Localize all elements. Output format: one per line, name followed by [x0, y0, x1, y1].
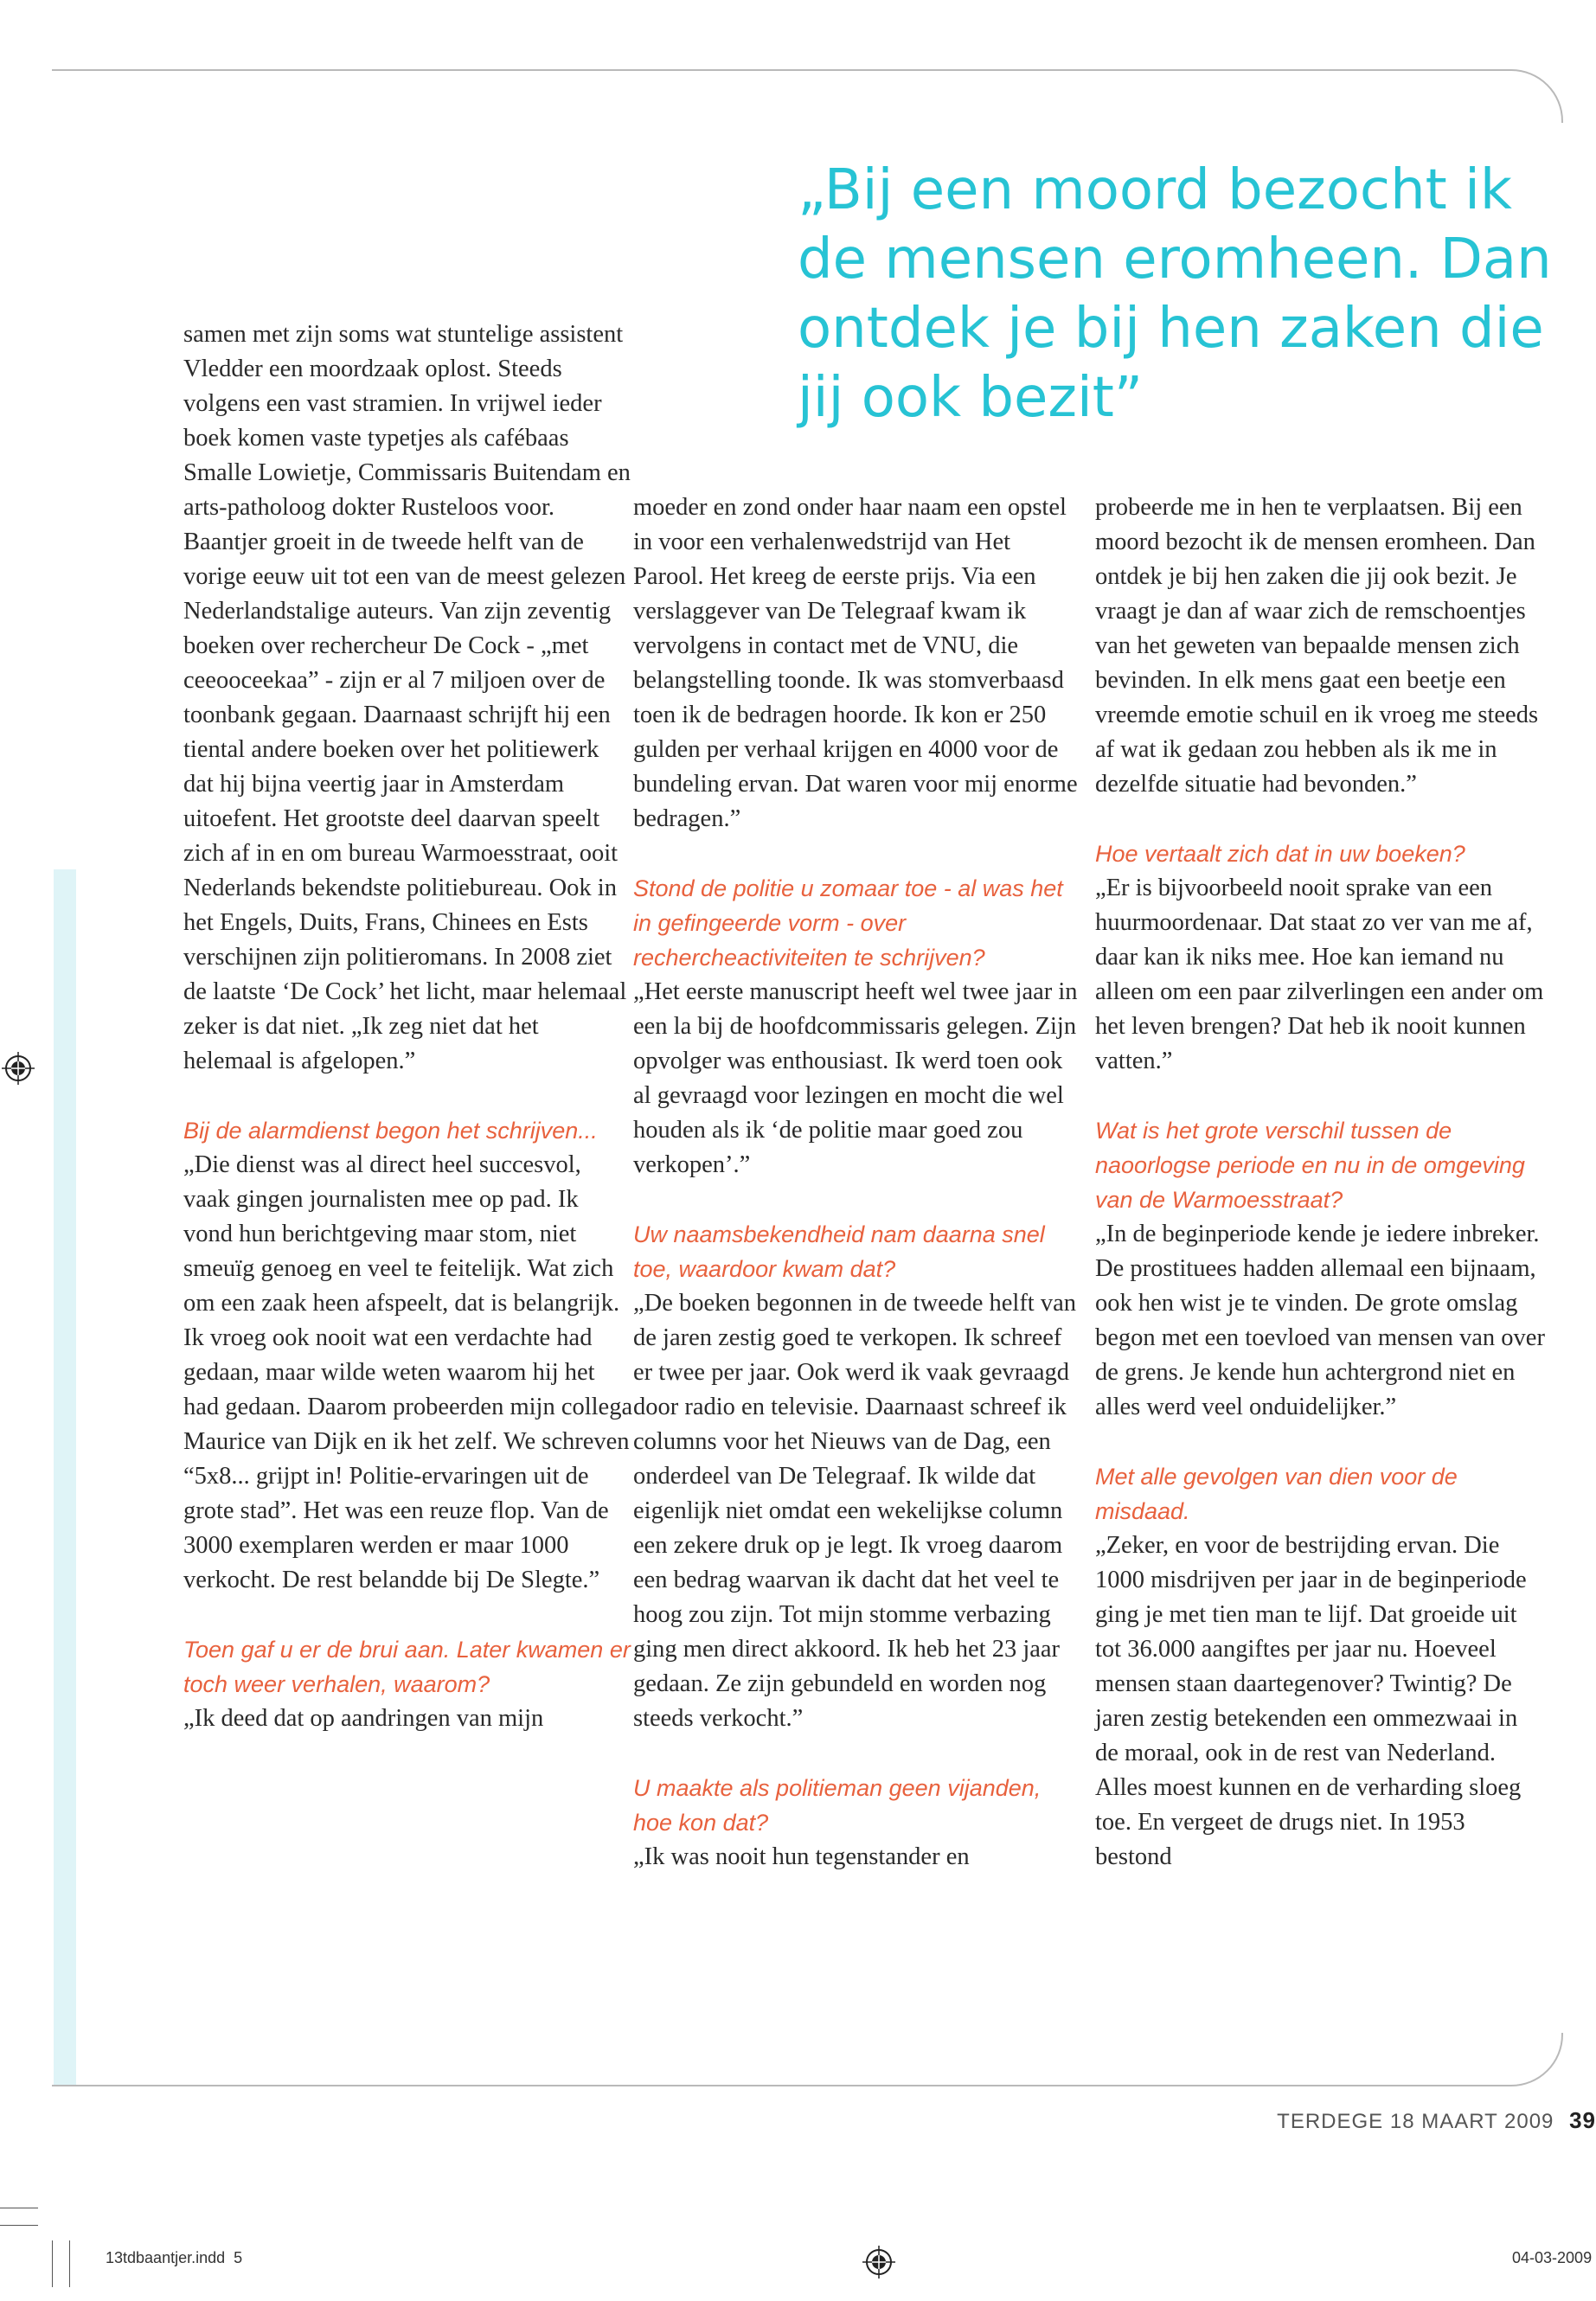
- interview-question: Met alle gevolgen van dien voor de misdaad.: [1095, 1464, 1458, 1524]
- body-paragraph: „In de beginperiode kende je iedere inbreker. De prostituees hadden allemaal een bijnaam, ook hen wist je te vinden. De grote omslag begon met een toevloed van mensen van over de grens. Je kende hun achtergrond niet en alles werd veel onduidelijker.”: [1095, 1221, 1545, 1420]
- magazine-name: TERDEGE: [1277, 2110, 1384, 2133]
- interview-question: Toen gaf u er de brui aan. Later kwamen er toch weer verhalen, waarom?: [183, 1637, 631, 1697]
- body-paragraph: samen met zijn soms wat stuntelige assistent Vledder een moordzaak oplost. Steeds volgens een vast stramien. In vrijwel ieder boek komen vaste typetjes als cafébaas Smalle Lowietje, Commissaris Buitendam en arts-patholoog dokter Rusteloos voor.: [183, 321, 631, 521]
- body-paragraph: „Er is bijvoorbeeld nooit sprake van een huurmoordenaar. Dat staat zo ver van me af, daar kan ik niks mee. Hoe kan iemand nu alleen om een paar zilverlingen een ander om het leven brengen? Dat heb ik nooit kunnen vatten.”: [1095, 875, 1544, 1074]
- body-paragraph: „Die dienst was al direct heel succesvol, vaak gingen journalisten mee op pad. Ik vond hun berichtgeving maar stom, niet smeuïg genoeg en veel te feitelijk. Wat zich om een zaak heen afspeelt, dat is belangrijk. Ik vroeg ook nooit wat een verdachte had gedaan, maar wilde weten waarom hij het had gedaan. Daarom probeerden mijn collega Maurice van Dijk en ik het zelf. We schreven “5x8... grijpt in! Politie-ervaringen uit de grote stad”. Het was een reuze flop. Van de 3000 exemplaren werden er maar 1000 verkocht. De rest belandde bij De Slegte.”: [183, 1151, 633, 1593]
- body-paragraph: probeerde me in hen te verplaatsen. Bij een moord bezocht ik de mensen eromheen. Dan ontdek je bij hen zaken die jij ook bezit. Je vraagt je dan af waar zich de remschoentjes van het geweten van bepaalde mensen zich bevinden. In elk mens gaat een beetje een vreemde emotie schuil en ik vroeg me steeds af wat ik gedaan zou hebben als ik me in dezelfde situatie had bevonden.”: [1095, 494, 1539, 798]
- article-column-1: [183, 317, 633, 1736]
- body-paragraph: „Ik was nooit hun tegenstander en: [633, 1843, 970, 1870]
- registration-mark-icon: [862, 2246, 895, 2279]
- slug-date: 04-03-2009: [1512, 2249, 1593, 2266]
- interview-question: Wat is het grote verschil tussen de naoorlogse periode en nu in de omgeving van de Warmoesstraat?: [1095, 1118, 1525, 1213]
- slug-page: 5: [234, 2249, 243, 2266]
- registration-mark-icon: [2, 1052, 35, 1085]
- issue-date: 18 MAART 2009: [1389, 2110, 1554, 2133]
- slug-filename: 13tdbaantjer.indd: [106, 2249, 226, 2266]
- page-number: 39: [1569, 2107, 1596, 2133]
- body-paragraph: „Zeker, en voor de bestrijding ervan. Die 1000 misdrijven per jaar in de beginperiode ging je met tien man te lijf. Dat groeide uit tot 36.000 aangiftes per jaar nu. Hoeveel mensen staan daartegenover? Twintig? De jaren zestig betekenden een ommezwaai in de moraal, ook in de rest van Nederland. Alles moest kunnen en de verharding sloeg toe. En vergeet de drugs niet. In 1953 bestond: [1095, 1532, 1527, 1870]
- crop-mark: [52, 2240, 53, 2287]
- page-frame-top: [52, 69, 1563, 123]
- interview-question: Bij de alarmdienst begon het schrijven...: [183, 1118, 598, 1144]
- pull-quote: „Bij een moord bezocht ik de mensen eromheen. Dan ontdek je bij hen zaken die jij ook bezit”: [798, 158, 1552, 430]
- side-color-bar: [54, 869, 76, 2085]
- interview-question: Hoe vertaalt zich dat in uw boeken?: [1095, 841, 1465, 867]
- interview-question: Stond de politie u zomaar toe - al was het in gefingeerde vorm - over rechercheactiviteiten te schrijven?: [633, 875, 1063, 971]
- page-frame-bottom: [52, 2033, 1563, 2086]
- interview-question: Uw naamsbekendheid nam daarna snel toe, waardoor kwam dat?: [633, 1221, 1045, 1282]
- crop-mark: [0, 2225, 38, 2226]
- body-paragraph: „Ik deed dat op aandringen van mijn: [183, 1705, 544, 1732]
- article-column-2: [633, 490, 1083, 1875]
- body-paragraph: „Het eerste manuscript heeft wel twee jaar in een la bij de hoofdcommissaris gelegen. Zijn opvolger was enthousiast. Ik werd toen ook al gevraagd voor lezingen en mocht die wel houden als ik ‘de politie maar goed zou verkopen’.”: [633, 978, 1078, 1178]
- body-paragraph: Baantjer groeit in de tweede helft van de vorige eeuw uit tot een van de meest gelezen Nederlandstalige auteurs. Van zijn zeventig boeken over rechercheur De Cock - „met ceeooceekaa” - zijn er al 7 miljoen over de toonbank gegaan. Daarnaast schrijft hij een tiental andere boeken over het politiewerk dat hij bijna veertig jaar in Amsterdam uitoefent. Het grootste deel daarvan speelt zich af in en om bureau Warmoesstraat, ooit Nederlands bekendste politiebureau. Ook in het Engels, Duits, Frans, Chinees en Ests verschijnen zijn politieromans. In 2008 ziet de laatste ‘De Cock’ het licht, maar helemaal zeker is dat niet. „Ik zeg niet dat het helemaal is afgelopen.”: [183, 529, 627, 1074]
- crop-mark: [69, 2240, 70, 2287]
- interview-question: U maakte als politieman geen vijanden, hoe kon dat?: [633, 1775, 1042, 1836]
- page-footer: [1277, 2107, 1596, 2134]
- body-paragraph: moeder en zond onder haar naam een opstel in voor een verhalenwedstrijd van Het Parool. Het kreeg de eerste prijs. Via een verslaggever van De Telegraaf kwam ik vervolgens in contact met de VNU, die belangstelling toonde. Ik was stomverbaasd toen ik de bedragen hoorde. Ik kon er 250 gulden per verhaal krijgen en 4000 voor de bundeling ervan. Dat waren voor mij enorme bedragen.”: [633, 494, 1078, 832]
- article-column-3: [1095, 490, 1545, 1875]
- slug-file: [106, 2249, 242, 2267]
- body-paragraph: „De boeken begonnen in de tweede helft van de jaren zestig goed te verkopen. Ik schreef er twee per jaar. Ook werd ik vaak gevraagd door radio en televisie. Daarnaast schreef ik columns voor het Nieuws van de Dag, een onderdeel van De Telegraaf. Ik wilde dat eigenlijk niet omdat een wekelijkse column een zekere druk op je legt. Ik vroeg daarom een bedrag waarvan ik dacht dat het veel te hoog zou zijn. Tot mijn stomme verbazing ging men direct akkoord. Ik heb het 23 jaar gedaan. Ze zijn gebundeld en worden nog steeds verkocht.”: [633, 1290, 1076, 1732]
